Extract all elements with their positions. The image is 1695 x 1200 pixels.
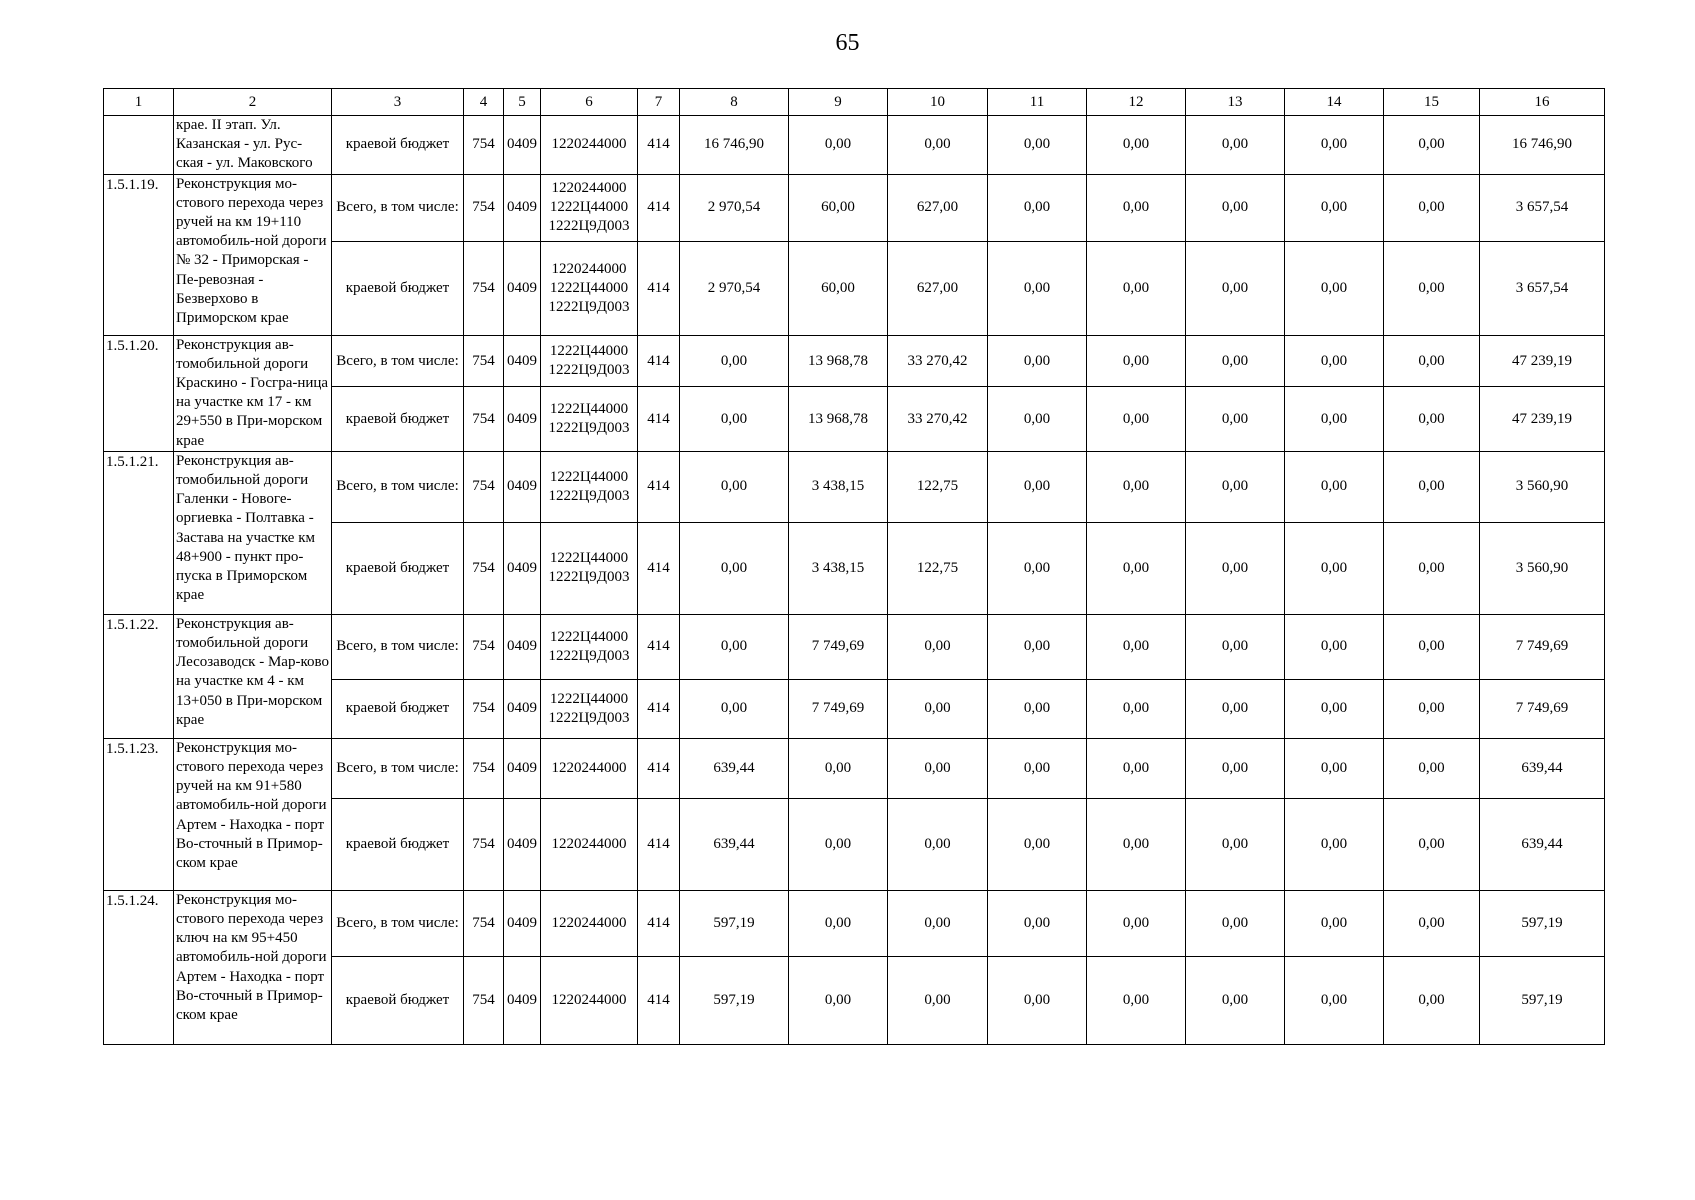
cell-col7: 414 (638, 522, 680, 614)
amount-cell: 0,00 (1186, 614, 1285, 679)
cell-col4: 754 (464, 614, 504, 679)
funding-source: Всего, в том числе: (332, 614, 464, 679)
column-header: 16 (1480, 89, 1605, 116)
cell-col6: 1222Ц44000 1222Ц9Д003 (541, 679, 638, 738)
amount-cell: 0,00 (1384, 451, 1480, 522)
amount-cell: 7 749,69 (789, 614, 888, 679)
funding-source: Всего, в том числе: (332, 335, 464, 387)
amount-cell: 0,00 (988, 387, 1087, 451)
cell-col6: 1222Ц44000 1222Ц9Д003 (541, 335, 638, 387)
amount-cell: 0,00 (988, 335, 1087, 387)
amount-cell: 0,00 (680, 387, 789, 451)
cell-col5: 0409 (504, 679, 541, 738)
item-code: 1.5.1.20. (104, 335, 174, 451)
cell-col7: 414 (638, 387, 680, 451)
amount-cell: 0,00 (789, 798, 888, 890)
item-name: Реконструкция мо-стового перехода через ручей на км 19+110 автомобиль-ной дороги № 32 - Приморская - Пе-ревозная - Безверхово в Приморском крае (174, 174, 332, 335)
amount-cell: 0,00 (1087, 174, 1186, 241)
amount-cell: 0,00 (988, 890, 1087, 956)
cell-col4: 754 (464, 387, 504, 451)
amount-cell: 0,00 (1384, 798, 1480, 890)
amount-cell: 0,00 (1285, 679, 1384, 738)
cell-col4: 754 (464, 956, 504, 1044)
item-name: крае. II этап. Ул. Казанская - ул. Рус-ская - ул. Маковского (174, 116, 332, 175)
amount-cell: 0,00 (1384, 335, 1480, 387)
cell-col6: 1220244000 (541, 738, 638, 798)
funding-source: краевой бюджет (332, 241, 464, 335)
column-header: 2 (174, 89, 332, 116)
amount-cell: 0,00 (1285, 241, 1384, 335)
cell-col4: 754 (464, 116, 504, 175)
amount-cell: 0,00 (1087, 679, 1186, 738)
table-row (104, 614, 1605, 679)
funding-source: Всего, в том числе: (332, 890, 464, 956)
amount-cell: 0,00 (1186, 451, 1285, 522)
amount-cell: 122,75 (888, 522, 988, 614)
cell-col5: 0409 (504, 890, 541, 956)
amount-cell: 3 438,15 (789, 522, 888, 614)
amount-cell: 0,00 (680, 522, 789, 614)
amount-cell: 13 968,78 (789, 387, 888, 451)
column-header: 10 (888, 89, 988, 116)
cell-col6: 1222Ц44000 1222Ц9Д003 (541, 387, 638, 451)
amount-cell: 0,00 (1087, 614, 1186, 679)
cell-col6: 1222Ц44000 1222Ц9Д003 (541, 451, 638, 522)
amount-cell: 3 438,15 (789, 451, 888, 522)
amount-cell: 3 560,90 (1480, 522, 1605, 614)
amount-cell: 47 239,19 (1480, 387, 1605, 451)
amount-cell: 16 746,90 (680, 116, 789, 175)
amount-cell: 627,00 (888, 174, 988, 241)
amount-cell: 0,00 (1285, 956, 1384, 1044)
amount-cell: 0,00 (1087, 956, 1186, 1044)
amount-cell: 0,00 (680, 451, 789, 522)
column-header: 4 (464, 89, 504, 116)
column-header: 12 (1087, 89, 1186, 116)
item-name: Реконструкция мо-стового перехода через ключ на км 95+450 автомобиль-ной дороги Артем - Находка - порт Во-сточный в Примор-ском крае (174, 890, 332, 1044)
amount-cell: 2 970,54 (680, 241, 789, 335)
item-name: Реконструкция ав-томобильной дороги Галенки - Новоге-оргиевка - Полтавка - Застава на участке км 48+900 - пункт про-пуска в Приморском крае (174, 451, 332, 614)
amount-cell: 2 970,54 (680, 174, 789, 241)
funding-source: краевой бюджет (332, 679, 464, 738)
cell-col4: 754 (464, 522, 504, 614)
amount-cell: 0,00 (1384, 738, 1480, 798)
cell-col7: 414 (638, 798, 680, 890)
cell-col5: 0409 (504, 174, 541, 241)
funding-source: краевой бюджет (332, 956, 464, 1044)
table-row (104, 451, 1605, 522)
header-row (104, 89, 1605, 116)
cell-col4: 754 (464, 738, 504, 798)
amount-cell: 0,00 (888, 614, 988, 679)
amount-cell: 597,19 (680, 956, 789, 1044)
amount-cell: 597,19 (680, 890, 789, 956)
item-code (104, 116, 174, 175)
item-name: Реконструкция мо-стового перехода через ручей на км 91+580 автомобиль-ной дороги Артем - Находка - порт Во-сточный в Примор-ском крае (174, 738, 332, 890)
cell-col6: 1220244000 1222Ц44000 1222Ц9Д003 (541, 241, 638, 335)
amount-cell: 0,00 (1087, 241, 1186, 335)
table-row (104, 890, 1605, 956)
page-number: 65 (835, 30, 860, 56)
column-header: 7 (638, 89, 680, 116)
cell-col6: 1220244000 (541, 890, 638, 956)
amount-cell: 0,00 (1186, 738, 1285, 798)
cell-col5: 0409 (504, 241, 541, 335)
amount-cell: 0,00 (1087, 890, 1186, 956)
amount-cell: 0,00 (888, 116, 988, 175)
cell-col6: 1220244000 (541, 956, 638, 1044)
amount-cell: 0,00 (1384, 116, 1480, 175)
cell-col5: 0409 (504, 956, 541, 1044)
amount-cell: 0,00 (1186, 116, 1285, 175)
amount-cell: 0,00 (1384, 387, 1480, 451)
amount-cell: 0,00 (1285, 451, 1384, 522)
cell-col6: 1222Ц44000 1222Ц9Д003 (541, 522, 638, 614)
amount-cell: 60,00 (789, 174, 888, 241)
amount-cell: 597,19 (1480, 890, 1605, 956)
amount-cell: 0,00 (680, 614, 789, 679)
amount-cell: 47 239,19 (1480, 335, 1605, 387)
cell-col4: 754 (464, 890, 504, 956)
cell-col6: 1220244000 (541, 798, 638, 890)
funding-source: Всего, в том числе: (332, 738, 464, 798)
table-row (104, 174, 1605, 241)
amount-cell: 0,00 (888, 679, 988, 738)
column-header: 9 (789, 89, 888, 116)
amount-cell: 0,00 (988, 738, 1087, 798)
amount-cell: 0,00 (1285, 798, 1384, 890)
cell-col7: 414 (638, 335, 680, 387)
funding-source: краевой бюджет (332, 522, 464, 614)
item-code: 1.5.1.23. (104, 738, 174, 890)
amount-cell: 7 749,69 (1480, 614, 1605, 679)
amount-cell: 33 270,42 (888, 387, 988, 451)
amount-cell: 0,00 (1384, 679, 1480, 738)
item-code: 1.5.1.24. (104, 890, 174, 1044)
amount-cell: 0,00 (1384, 174, 1480, 241)
amount-cell: 0,00 (1384, 241, 1480, 335)
cell-col6: 1220244000 (541, 116, 638, 175)
amount-cell: 0,00 (1186, 890, 1285, 956)
funding-source: краевой бюджет (332, 387, 464, 451)
cell-col7: 414 (638, 738, 680, 798)
amount-cell: 0,00 (1186, 174, 1285, 241)
amount-cell: 0,00 (988, 174, 1087, 241)
cell-col4: 754 (464, 335, 504, 387)
cell-col7: 414 (638, 116, 680, 175)
cell-col5: 0409 (504, 614, 541, 679)
amount-cell: 0,00 (1285, 522, 1384, 614)
amount-cell: 7 749,69 (1480, 679, 1605, 738)
amount-cell: 0,00 (988, 956, 1087, 1044)
amount-cell: 0,00 (1285, 174, 1384, 241)
amount-cell: 0,00 (888, 956, 988, 1044)
funding-source: Всего, в том числе: (332, 174, 464, 241)
amount-cell: 627,00 (888, 241, 988, 335)
amount-cell: 0,00 (1186, 679, 1285, 738)
amount-cell: 16 746,90 (1480, 116, 1605, 175)
column-header: 5 (504, 89, 541, 116)
funding-source: краевой бюджет (332, 116, 464, 175)
table-row (104, 335, 1605, 387)
amount-cell: 0,00 (1384, 890, 1480, 956)
amount-cell: 639,44 (680, 798, 789, 890)
amount-cell: 0,00 (1285, 116, 1384, 175)
amount-cell: 0,00 (1186, 798, 1285, 890)
column-header: 3 (332, 89, 464, 116)
amount-cell: 0,00 (888, 798, 988, 890)
cell-col5: 0409 (504, 335, 541, 387)
amount-cell: 122,75 (888, 451, 988, 522)
amount-cell: 597,19 (1480, 956, 1605, 1044)
cell-col7: 414 (638, 241, 680, 335)
amount-cell: 0,00 (789, 956, 888, 1044)
amount-cell: 639,44 (680, 738, 789, 798)
amount-cell: 0,00 (888, 890, 988, 956)
amount-cell: 0,00 (1087, 798, 1186, 890)
amount-cell: 0,00 (789, 738, 888, 798)
column-header: 1 (104, 89, 174, 116)
amount-cell: 3 560,90 (1480, 451, 1605, 522)
cell-col6: 1220244000 1222Ц44000 1222Ц9Д003 (541, 174, 638, 241)
cell-col6: 1222Ц44000 1222Ц9Д003 (541, 614, 638, 679)
item-name: Реконструкция ав-томобильной дороги Лесозаводск - Мар-ково на участке км 4 - км 13+050 в При-морском крае (174, 614, 332, 738)
amount-cell: 0,00 (988, 241, 1087, 335)
column-header: 11 (988, 89, 1087, 116)
cell-col7: 414 (638, 614, 680, 679)
cell-col4: 754 (464, 798, 504, 890)
funding-source: краевой бюджет (332, 798, 464, 890)
amount-cell: 0,00 (988, 798, 1087, 890)
amount-cell: 0,00 (1087, 387, 1186, 451)
item-code: 1.5.1.19. (104, 174, 174, 335)
amount-cell: 0,00 (1285, 738, 1384, 798)
amount-cell: 0,00 (988, 614, 1087, 679)
amount-cell: 0,00 (988, 451, 1087, 522)
cell-col5: 0409 (504, 451, 541, 522)
cell-col7: 414 (638, 451, 680, 522)
column-header: 15 (1384, 89, 1480, 116)
amount-cell: 0,00 (1087, 738, 1186, 798)
amount-cell: 0,00 (1087, 522, 1186, 614)
amount-cell: 0,00 (1285, 335, 1384, 387)
amount-cell: 0,00 (1186, 387, 1285, 451)
amount-cell: 0,00 (1186, 956, 1285, 1044)
cell-col5: 0409 (504, 798, 541, 890)
amount-cell: 0,00 (1384, 522, 1480, 614)
amount-cell: 0,00 (988, 679, 1087, 738)
cell-col7: 414 (638, 679, 680, 738)
column-header: 14 (1285, 89, 1384, 116)
item-code: 1.5.1.21. (104, 451, 174, 614)
amount-cell: 0,00 (1087, 335, 1186, 387)
item-code: 1.5.1.22. (104, 614, 174, 738)
amount-cell: 0,00 (1285, 387, 1384, 451)
amount-cell: 0,00 (1384, 614, 1480, 679)
cell-col7: 414 (638, 956, 680, 1044)
amount-cell: 0,00 (1384, 956, 1480, 1044)
column-header: 8 (680, 89, 789, 116)
amount-cell: 639,44 (1480, 798, 1605, 890)
item-name: Реконструкция ав-томобильной дороги Краскино - Госгра-ница на участке км 17 - км 29+550 в При-морском крае (174, 335, 332, 451)
column-header: 6 (541, 89, 638, 116)
amount-cell: 7 749,69 (789, 679, 888, 738)
amount-cell: 0,00 (1087, 116, 1186, 175)
table-row (104, 738, 1605, 798)
amount-cell: 0,00 (680, 335, 789, 387)
column-header: 13 (1186, 89, 1285, 116)
amount-cell: 639,44 (1480, 738, 1605, 798)
amount-cell: 13 968,78 (789, 335, 888, 387)
cell-col4: 754 (464, 451, 504, 522)
amount-cell: 0,00 (1285, 614, 1384, 679)
amount-cell: 0,00 (680, 679, 789, 738)
amount-cell: 3 657,54 (1480, 174, 1605, 241)
table-row (104, 116, 1605, 175)
amount-cell: 0,00 (789, 890, 888, 956)
amount-cell: 0,00 (1087, 451, 1186, 522)
cell-col4: 754 (464, 241, 504, 335)
amount-cell: 0,00 (1186, 335, 1285, 387)
amount-cell: 0,00 (789, 116, 888, 175)
amount-cell: 0,00 (988, 522, 1087, 614)
amount-cell: 60,00 (789, 241, 888, 335)
cell-col4: 754 (464, 174, 504, 241)
amount-cell: 0,00 (1285, 890, 1384, 956)
cell-col5: 0409 (504, 738, 541, 798)
amount-cell: 3 657,54 (1480, 241, 1605, 335)
cell-col4: 754 (464, 679, 504, 738)
funding-source: Всего, в том числе: (332, 451, 464, 522)
amount-cell: 0,00 (1186, 241, 1285, 335)
budget-table (103, 88, 1605, 1045)
amount-cell: 0,00 (888, 738, 988, 798)
amount-cell: 0,00 (988, 116, 1087, 175)
cell-col5: 0409 (504, 522, 541, 614)
cell-col7: 414 (638, 890, 680, 956)
cell-col7: 414 (638, 174, 680, 241)
cell-col5: 0409 (504, 387, 541, 451)
amount-cell: 0,00 (1186, 522, 1285, 614)
cell-col5: 0409 (504, 116, 541, 175)
amount-cell: 33 270,42 (888, 335, 988, 387)
